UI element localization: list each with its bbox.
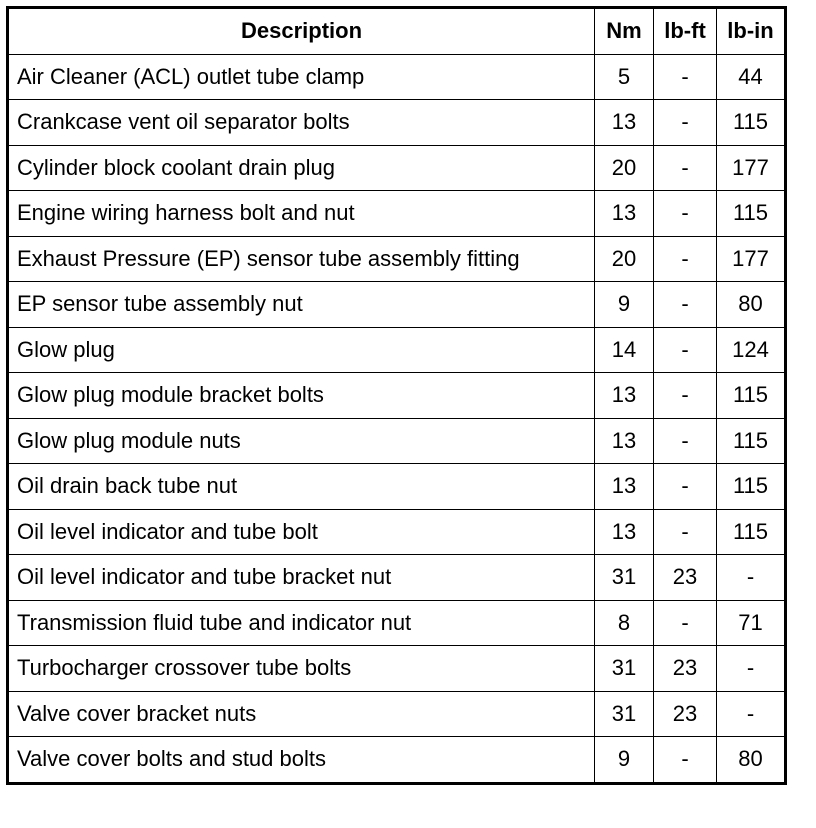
cell-nm: 9: [595, 282, 654, 328]
cell-lb-ft: -: [654, 600, 717, 646]
cell-nm: 20: [595, 236, 654, 282]
cell-lb-ft: -: [654, 464, 717, 510]
cell-description: Valve cover bolts and stud bolts: [8, 737, 595, 784]
cell-nm: 31: [595, 555, 654, 601]
cell-lb-ft: -: [654, 145, 717, 191]
header-lb-in: lb-in: [717, 8, 786, 55]
header-nm: Nm: [595, 8, 654, 55]
table-row: [8, 555, 786, 601]
cell-lb-ft: 23: [654, 555, 717, 601]
table-row: [8, 100, 786, 146]
cell-lb-in: 115: [717, 418, 786, 464]
table-row: [8, 191, 786, 237]
cell-description: Turbocharger crossover tube bolts: [8, 646, 595, 692]
cell-lb-ft: -: [654, 191, 717, 237]
cell-nm: 13: [595, 464, 654, 510]
table-row: [8, 691, 786, 737]
cell-description: Cylinder block coolant drain plug: [8, 145, 595, 191]
cell-lb-ft: -: [654, 54, 717, 100]
cell-lb-ft: -: [654, 282, 717, 328]
cell-lb-in: 115: [717, 464, 786, 510]
cell-lb-ft: 23: [654, 646, 717, 692]
cell-lb-in: 71: [717, 600, 786, 646]
cell-description: Oil drain back tube nut: [8, 464, 595, 510]
cell-description: Exhaust Pressure (EP) sensor tube assembly fitting: [8, 236, 595, 282]
cell-lb-in: -: [717, 691, 786, 737]
cell-description: Transmission fluid tube and indicator nut: [8, 600, 595, 646]
cell-lb-ft: -: [654, 236, 717, 282]
cell-lb-in: 115: [717, 373, 786, 419]
cell-nm: 20: [595, 145, 654, 191]
cell-description: Engine wiring harness bolt and nut: [8, 191, 595, 237]
torque-spec-table: [6, 6, 787, 785]
cell-nm: 31: [595, 691, 654, 737]
cell-lb-ft: -: [654, 100, 717, 146]
cell-nm: 13: [595, 191, 654, 237]
cell-lb-ft: -: [654, 418, 717, 464]
cell-nm: 13: [595, 418, 654, 464]
cell-lb-ft: -: [654, 373, 717, 419]
table-row: [8, 54, 786, 100]
table-row: [8, 236, 786, 282]
cell-nm: 5: [595, 54, 654, 100]
table-row: [8, 282, 786, 328]
cell-description: Glow plug: [8, 327, 595, 373]
cell-lb-in: 80: [717, 737, 786, 784]
table-row: [8, 600, 786, 646]
cell-lb-in: 44: [717, 54, 786, 100]
cell-lb-in: 115: [717, 191, 786, 237]
table-row: [8, 509, 786, 555]
table-row: [8, 373, 786, 419]
cell-lb-in: 177: [717, 236, 786, 282]
cell-description: EP sensor tube assembly nut: [8, 282, 595, 328]
cell-nm: 9: [595, 737, 654, 784]
table-row: [8, 327, 786, 373]
cell-nm: 8: [595, 600, 654, 646]
cell-nm: 13: [595, 373, 654, 419]
cell-lb-ft: -: [654, 327, 717, 373]
cell-lb-in: 177: [717, 145, 786, 191]
header-description: Description: [8, 8, 595, 55]
cell-nm: 13: [595, 509, 654, 555]
cell-lb-in: 124: [717, 327, 786, 373]
cell-nm: 14: [595, 327, 654, 373]
cell-lb-in: 115: [717, 509, 786, 555]
cell-nm: 13: [595, 100, 654, 146]
cell-lb-ft: -: [654, 737, 717, 784]
table-body: [8, 54, 786, 783]
cell-lb-in: 115: [717, 100, 786, 146]
table-row: [8, 737, 786, 784]
cell-lb-in: -: [717, 555, 786, 601]
cell-description: Glow plug module bracket bolts: [8, 373, 595, 419]
cell-description: Oil level indicator and tube bolt: [8, 509, 595, 555]
header-lb-ft: lb-ft: [654, 8, 717, 55]
cell-description: Air Cleaner (ACL) outlet tube clamp: [8, 54, 595, 100]
cell-lb-ft: -: [654, 509, 717, 555]
table-row: [8, 646, 786, 692]
cell-description: Oil level indicator and tube bracket nut: [8, 555, 595, 601]
cell-lb-in: -: [717, 646, 786, 692]
table-header-row: [8, 8, 786, 55]
cell-lb-in: 80: [717, 282, 786, 328]
cell-lb-ft: 23: [654, 691, 717, 737]
cell-nm: 31: [595, 646, 654, 692]
table-row: [8, 464, 786, 510]
table-row: [8, 145, 786, 191]
cell-description: Crankcase vent oil separator bolts: [8, 100, 595, 146]
cell-description: Valve cover bracket nuts: [8, 691, 595, 737]
table-row: [8, 418, 786, 464]
cell-description: Glow plug module nuts: [8, 418, 595, 464]
